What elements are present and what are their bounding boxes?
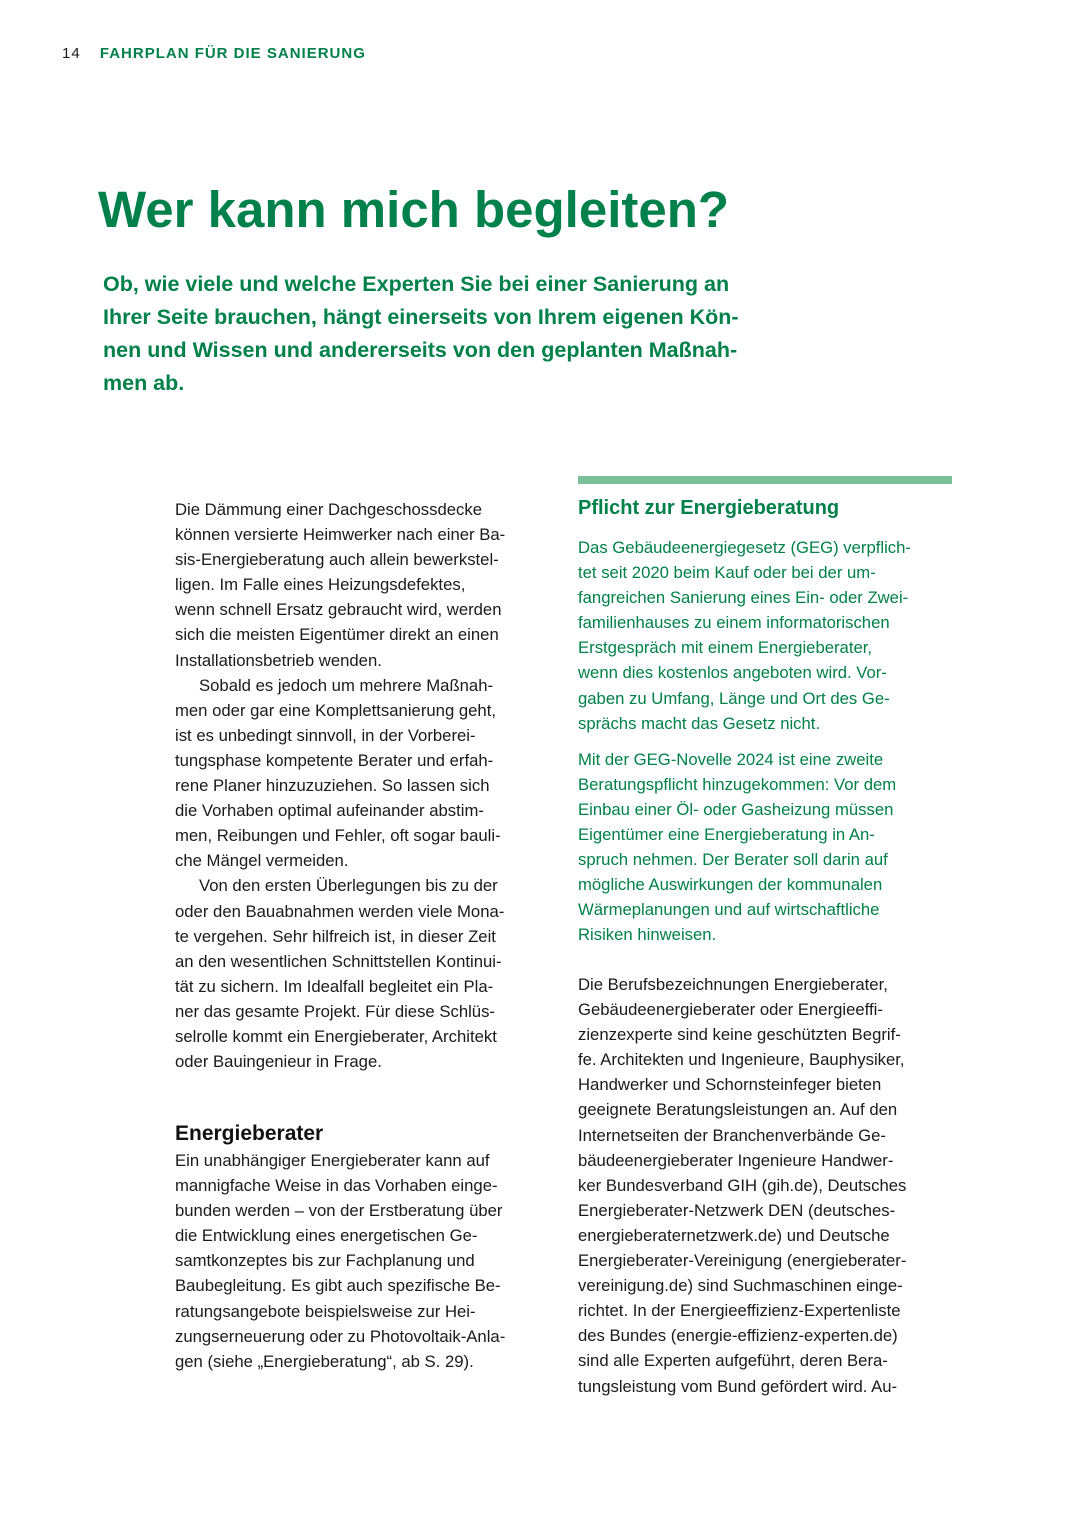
text-line: ker Bundesverband GIH (gih.de), Deutsches	[578, 1175, 907, 1195]
text-line: geeignete Beratungsleistungen an. Auf den	[578, 1100, 898, 1120]
body-paragraph	[175, 873, 565, 1074]
page-title: Wer kann mich begleiten?	[98, 181, 730, 238]
text-line: tungsphase kompetente Berater und erfah-	[175, 750, 494, 770]
text-line: tet seit 2020 beim Kauf oder bei der um-	[578, 563, 876, 583]
text-line: Gebäudeenergieberater oder Energieeffi-	[578, 1000, 883, 1020]
text-line: wenn dies kostenlos angeboten wird. Vor-	[578, 663, 887, 683]
text-line: Wärmeplanungen und auf wirtschaftliche	[578, 900, 880, 920]
text-line: Energieberater-Netzwerk DEN (deutsches-	[578, 1200, 896, 1220]
text-line: Sobald es jedoch um mehrere Maßnah-	[199, 675, 494, 695]
text-line: vereinigung.de) sind Suchmaschinen einge-	[578, 1276, 903, 1296]
text-line: Von den ersten Überlegungen bis zu der	[199, 876, 498, 896]
text-line: Die Dämmung einer Dachgeschossdecke	[175, 500, 483, 519]
text-line: samtkonzeptes bis zur Fachplanung und	[175, 1251, 475, 1271]
text-line: Einbau einer Öl- oder Gasheizung müssen	[578, 799, 894, 819]
text-line: bunden werden – von der Erstberatung über	[175, 1201, 503, 1221]
text-line: gen (siehe „Energieberatung“, ab S. 29).	[175, 1351, 474, 1371]
lead-line: Ihrer Seite brauchen, hängt einerseits von Ihrem eigenen Kön-	[103, 305, 739, 329]
text-line: bäudeenergieberater Ingenieure Handwer-	[578, 1150, 894, 1170]
text-line: richtet. In der Energieeffizienz-Expertenliste	[578, 1301, 901, 1321]
text-line: Energieberater-Vereinigung (energieberater-	[578, 1251, 907, 1271]
text-line: ner das gesamte Projekt. Für diese Schlüs-	[175, 1001, 495, 1021]
text-line: Erstgespräch mit einem Energieberater,	[578, 638, 873, 658]
text-line: Internetseiten der Branchenverbände Ge-	[578, 1125, 886, 1145]
text-line: an den wesentlichen Schnittstellen Kontinui-	[175, 951, 502, 971]
text-line: Handwerker und Schornsteinfeger bieten	[578, 1075, 882, 1095]
text-line: Risiken hinweisen.	[578, 925, 717, 945]
body-paragraph	[175, 673, 565, 874]
energieberater-paragraph	[175, 1148, 565, 1374]
page-number: 14	[62, 45, 81, 62]
text-line: die Entwicklung eines energetischen Ge-	[175, 1226, 478, 1246]
text-line: des Bundes (energie-effizienz-experten.de)	[578, 1326, 898, 1346]
energieberater-heading: Energieberater	[175, 1122, 324, 1145]
text-line: tungsleistung vom Bund gefördert wird. Au-	[578, 1376, 898, 1396]
text-line: Mit der GEG-Novelle 2024 ist eine zweite	[578, 749, 884, 769]
infobox-paragraph	[578, 747, 958, 948]
infobox-paragraph	[578, 535, 958, 736]
text-line: fangreichen Sanierung eines Ein- oder Zwei-	[578, 588, 909, 608]
text-line: zungserneuerung oder zu Photovoltaik-Anla-	[175, 1326, 506, 1346]
text-line: ratungsangebote beispielsweise zur Hei-	[175, 1301, 476, 1321]
left-column	[175, 497, 565, 1074]
text-line: rene Planer hinzuzuziehen. So lassen sich	[175, 776, 490, 796]
lead-line: men ab.	[103, 371, 185, 395]
body-paragraph	[175, 497, 565, 673]
text-line: men oder gar eine Komplettsanierung geht,	[175, 700, 496, 720]
text-line: ligen. Im Falle eines Heizungsdefektes,	[175, 575, 466, 595]
text-line: Installationsbetrieb wenden.	[175, 650, 382, 670]
text-line: familienhauses zu einem informatorischen	[578, 613, 890, 633]
text-line: spruch nehmen. Der Berater soll darin auf	[578, 850, 888, 870]
text-line: sich die meisten Eigentümer direkt an einen	[175, 625, 499, 645]
text-line: oder Bauingenieur in Frage.	[175, 1052, 382, 1072]
text-line: gaben zu Umfang, Länge und Ort des Ge-	[578, 688, 890, 708]
text-line: Das Gebäudeenergiegesetz (GEG) verpflich-	[578, 538, 911, 557]
text-line: fe. Architekten und Ingenieure, Bauphysiker,	[578, 1050, 905, 1070]
text-line: te vergehen. Sehr hilfreich ist, in dieser Zeit	[175, 926, 496, 946]
text-line: zienzexperte sind keine geschützten Begrif-	[578, 1025, 901, 1045]
text-line: Beratungspflicht hinzugekommen: Vor dem	[578, 774, 897, 794]
text-line: energieberaternetzwerk.de) und Deutsche	[578, 1225, 890, 1245]
section-title: FAHRPLAN FÜR DIE SANIERUNG	[99, 45, 366, 62]
lead-line: nen und Wissen und andererseits von den geplanten Maßnah-	[103, 338, 738, 362]
text-line: ist es unbedingt sinnvoll, in der Vorberei-	[175, 725, 476, 745]
text-line: oder den Bauabnahmen werden viele Mona-	[175, 901, 505, 921]
text-line: Ein unabhängiger Energieberater kann auf	[175, 1151, 490, 1170]
infobox-top-bar	[578, 476, 952, 484]
running-head	[62, 45, 366, 67]
text-line: können versierte Heimwerker nach einer Ba-	[175, 525, 506, 545]
text-line: tät zu sichern. Im Idealfall begleitet ein Pla-	[175, 976, 494, 996]
lead-paragraph	[103, 268, 863, 400]
text-line: die Vorhaben optimal aufeinander abstim-	[175, 801, 484, 821]
text-line: che Mängel vermeiden.	[175, 851, 349, 871]
text-line: selrolle kommt ein Energieberater, Architekt	[175, 1026, 497, 1046]
text-line: mögliche Auswirkungen der kommunalen	[578, 875, 883, 895]
text-line: Eigentümer eine Energieberatung in An-	[578, 825, 875, 845]
text-line: sprächs macht das Gesetz nicht.	[578, 713, 821, 733]
infobox-title: Pflicht zur Energieberatung	[578, 497, 840, 519]
right-column-paragraph	[578, 972, 958, 1399]
text-line: Baubegleitung. Es gibt auch spezifische Be-	[175, 1276, 501, 1296]
lead-line: Ob, wie viele und welche Experten Sie bei einer Sanierung an	[103, 272, 730, 296]
text-line: wenn schnell Ersatz gebraucht wird, werden	[175, 600, 502, 620]
infobox-body	[578, 535, 958, 959]
text-line: sis-Energieberatung auch allein bewerkstel-	[175, 550, 499, 570]
text-line: Die Berufsbezeichnungen Energieberater,	[578, 975, 888, 994]
text-line: sind alle Experten aufgeführt, deren Bera-	[578, 1351, 888, 1371]
text-line: men, Reibungen und Fehler, oft sogar bauli-	[175, 826, 501, 846]
text-line: mannigfache Weise in das Vorhaben einge-	[175, 1176, 498, 1196]
